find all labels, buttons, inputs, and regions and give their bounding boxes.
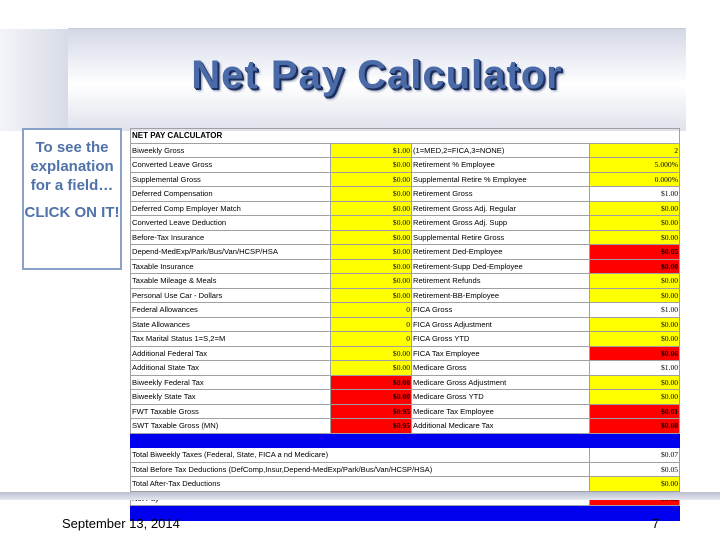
total-row — [131, 448, 680, 463]
table-row — [131, 390, 680, 405]
input-cell[interactable]: $0.00 — [331, 216, 412, 231]
field-label[interactable]: Tax Marital Status 1=S,2=M — [131, 332, 331, 347]
total-value: $0.00 — [590, 477, 680, 492]
field-label[interactable]: Before-Tax Insurance — [131, 230, 331, 245]
table-row — [131, 245, 680, 260]
input-cell[interactable]: $1.00 — [331, 143, 412, 158]
input-cell[interactable]: $0.00 — [331, 201, 412, 216]
field-label[interactable]: Retirement-Supp Ded-Employee — [412, 259, 590, 274]
field-label[interactable]: Taxable Insurance — [131, 259, 331, 274]
computed-cell: $0.00 — [590, 419, 680, 434]
total-label[interactable]: Total After-Tax Deductions — [131, 477, 590, 492]
total-label[interactable]: Total Before Tax Deductions (DefComp,Insur,Depend-MedExp/Park/Bus/Van/HCSP/HSA) — [131, 462, 590, 477]
input-cell[interactable]: 0.000% — [590, 172, 680, 187]
table-row — [131, 230, 680, 245]
field-label[interactable]: Federal Allowances — [131, 303, 331, 318]
total-value: $0.05 — [590, 462, 680, 477]
field-label[interactable]: Medicare Gross YTD — [412, 390, 590, 405]
footer-date: September 13, 2014 — [62, 516, 180, 531]
calculator-table — [130, 128, 680, 521]
computed-cell: $0.00 — [331, 375, 412, 390]
table-row — [131, 375, 680, 390]
field-label[interactable]: Additional State Tax — [131, 361, 331, 376]
input-cell[interactable]: $0.00 — [331, 172, 412, 187]
input-cell[interactable]: $0.00 — [331, 187, 412, 202]
table-row — [131, 172, 680, 187]
field-label[interactable]: Retirement Gross Adj. Supp — [412, 216, 590, 231]
field-label[interactable]: Deferred Comp Employer Match — [131, 201, 331, 216]
input-cell[interactable]: $0.00 — [590, 201, 680, 216]
field-label[interactable]: Converted Leave Deduction — [131, 216, 331, 231]
field-label[interactable]: Depend-MedExp/Park/Bus/Van/HCSP/HSA — [131, 245, 331, 260]
total-row — [131, 477, 680, 492]
callout-text: To see the explanation for a field… — [30, 139, 114, 194]
separator-row — [131, 506, 680, 521]
input-cell[interactable]: $0.00 — [590, 216, 680, 231]
input-cell[interactable]: $0.00 — [590, 288, 680, 303]
table-header: NET PAY CALCULATOR — [131, 129, 680, 144]
computed-cell: $1.00 — [590, 361, 680, 376]
title-band — [68, 28, 686, 131]
input-cell[interactable]: $0.00 — [590, 317, 680, 332]
total-row — [131, 462, 680, 477]
table-row — [131, 346, 680, 361]
field-label[interactable]: Retirement % Employee — [412, 158, 590, 173]
field-label[interactable]: Retirement Gross — [412, 187, 590, 202]
field-label[interactable]: Retirement-BB-Employee — [412, 288, 590, 303]
slide-title: Net Pay Calculator — [191, 53, 563, 97]
computed-cell: $0.01 — [590, 404, 680, 419]
field-label[interactable]: State Allowances — [131, 317, 331, 332]
input-cell[interactable]: $0.00 — [590, 332, 680, 347]
input-cell[interactable]: $0.00 — [331, 158, 412, 173]
field-label[interactable]: Medicare Gross Adjustment — [412, 375, 590, 390]
field-label[interactable]: Converted Leave Gross — [131, 158, 331, 173]
total-value: $0.07 — [590, 448, 680, 463]
input-cell[interactable]: $0.00 — [590, 375, 680, 390]
field-label[interactable]: Supplemental Gross — [131, 172, 331, 187]
table-row — [131, 332, 680, 347]
table-row — [131, 216, 680, 231]
field-label[interactable]: Supplemental Retire Gross — [412, 230, 590, 245]
computed-cell: $1.00 — [590, 303, 680, 318]
callout-click-text: CLICK ON IT! — [24, 204, 120, 221]
computed-cell: $0.95 — [331, 404, 412, 419]
total-label[interactable]: Total Biweekly Taxes (Federal, State, FICA a nd Medicare) — [131, 448, 590, 463]
table-row — [131, 259, 680, 274]
input-cell[interactable]: 5.000% — [590, 158, 680, 173]
field-label[interactable]: FICA Gross YTD — [412, 332, 590, 347]
field-label[interactable]: SWT Taxable Gross (MN) — [131, 419, 331, 434]
table-row — [131, 187, 680, 202]
field-label[interactable]: Retirement Ded-Employee — [412, 245, 590, 260]
computed-cell: $0.05 — [590, 245, 680, 260]
field-label[interactable]: Biweekly State Tax — [131, 390, 331, 405]
table-row — [131, 404, 680, 419]
field-label[interactable]: Additional Federal Tax — [131, 346, 331, 361]
input-cell[interactable]: $0.00 — [590, 390, 680, 405]
field-label[interactable]: Retirement Refunds — [412, 274, 590, 289]
input-cell[interactable]: $0.00 — [331, 259, 412, 274]
field-label[interactable]: Personal Use Car - Dollars — [131, 288, 331, 303]
field-label[interactable]: (1=MED,2=FICA,3=NONE) — [412, 143, 590, 158]
field-label[interactable]: Supplemental Retire % Employee — [412, 172, 590, 187]
field-label[interactable]: FICA Gross Adjustment — [412, 317, 590, 332]
input-cell[interactable]: $0.00 — [331, 245, 412, 260]
field-label[interactable]: Deferred Compensation — [131, 187, 331, 202]
field-label[interactable]: Medicare Gross — [412, 361, 590, 376]
table-header-row — [131, 129, 680, 144]
input-cell[interactable]: $0.00 — [331, 346, 412, 361]
computed-cell: $0.95 — [331, 419, 412, 434]
input-cell[interactable]: $0.00 — [331, 361, 412, 376]
table-row — [131, 143, 680, 158]
table-row — [131, 419, 680, 434]
field-label[interactable]: Additional Medicare Tax — [412, 419, 590, 434]
field-label[interactable]: FICA Tax Employee — [412, 346, 590, 361]
table-row — [131, 201, 680, 216]
table-row — [131, 317, 680, 332]
input-cell[interactable]: 0 — [331, 303, 412, 318]
table-row — [131, 274, 680, 289]
input-cell[interactable]: $0.00 — [590, 230, 680, 245]
input-cell[interactable]: 2 — [590, 143, 680, 158]
input-cell[interactable]: $0.00 — [331, 288, 412, 303]
table-row — [131, 361, 680, 376]
computed-cell: $1.00 — [590, 187, 680, 202]
field-label[interactable]: FICA Gross — [412, 303, 590, 318]
page-number: 7 — [652, 516, 660, 531]
table-row — [131, 288, 680, 303]
separator-row — [131, 433, 680, 448]
input-cell[interactable]: 0 — [331, 317, 412, 332]
computed-cell: $0.06 — [590, 346, 680, 361]
table-row — [131, 158, 680, 173]
input-cell[interactable]: $0.00 — [590, 274, 680, 289]
input-cell[interactable]: $0.00 — [331, 274, 412, 289]
field-label[interactable]: Retirement Gross Adj. Regular — [412, 201, 590, 216]
field-label[interactable]: FWT Taxable Gross — [131, 404, 331, 419]
field-label[interactable]: Medicare Tax Employee — [412, 404, 590, 419]
computed-cell: $0.00 — [590, 259, 680, 274]
computed-cell: $0.00 — [331, 390, 412, 405]
field-label[interactable]: Biweekly Federal Tax — [131, 375, 331, 390]
field-label[interactable]: Taxable Mileage & Meals — [131, 274, 331, 289]
field-label[interactable]: Biweekly Gross — [131, 143, 331, 158]
input-cell[interactable]: 0 — [331, 332, 412, 347]
net-pay-sheet — [130, 128, 679, 490]
input-cell[interactable]: $0.00 — [331, 230, 412, 245]
bottom-bar — [0, 492, 720, 500]
table-row — [131, 303, 680, 318]
help-callout[interactable] — [22, 128, 122, 270]
